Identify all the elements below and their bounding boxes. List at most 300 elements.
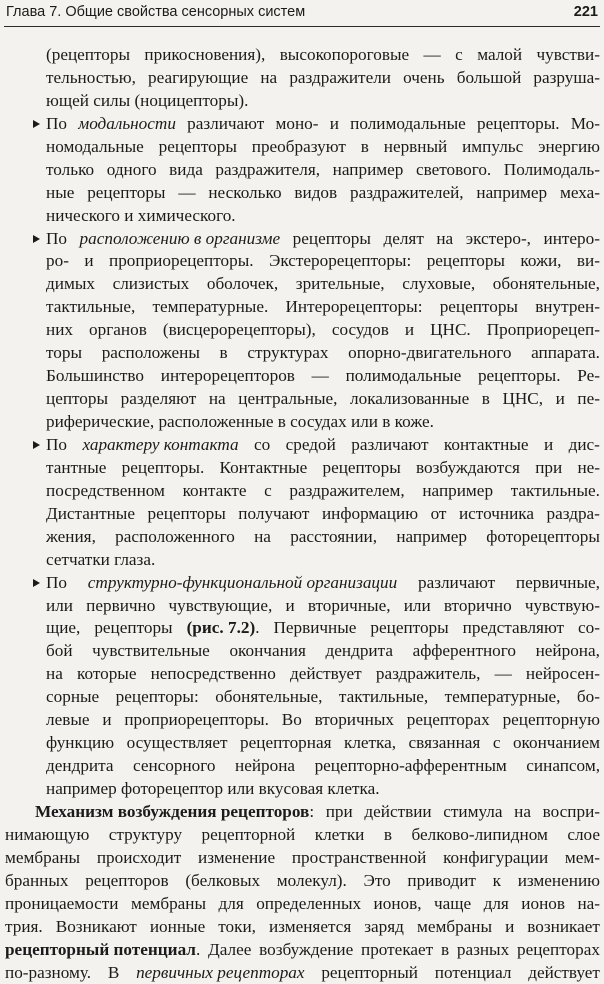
word-text: функцию bbox=[46, 733, 114, 752]
word-text: рецепторы bbox=[440, 297, 518, 316]
word bbox=[5, 939, 200, 962]
word-text: представляют bbox=[463, 618, 564, 637]
italic-term: модальности bbox=[78, 114, 176, 133]
text-line bbox=[5, 640, 600, 663]
word bbox=[405, 319, 414, 342]
word bbox=[254, 526, 271, 549]
word-text: вторичные, bbox=[308, 596, 391, 615]
text-line bbox=[5, 273, 600, 296]
word-text: тактильные, bbox=[46, 297, 135, 316]
word bbox=[169, 595, 273, 618]
word-text: кожи, bbox=[520, 251, 561, 270]
word-text: рецепторной bbox=[202, 825, 296, 844]
word bbox=[209, 388, 226, 411]
word-text: — bbox=[424, 45, 441, 64]
word bbox=[520, 250, 561, 273]
word bbox=[407, 870, 476, 893]
word-text: меха- bbox=[560, 183, 600, 202]
word-text: обонятельные, bbox=[215, 687, 322, 706]
word bbox=[208, 182, 281, 205]
word bbox=[46, 250, 69, 273]
word-text: и bbox=[84, 251, 93, 270]
word bbox=[289, 480, 404, 503]
word-text: и bbox=[505, 917, 514, 936]
word bbox=[462, 136, 523, 159]
bold-term: Механизм возбуждения рецепторов bbox=[35, 802, 309, 821]
word bbox=[312, 365, 329, 388]
word bbox=[396, 526, 467, 549]
word-text: разных bbox=[457, 940, 509, 959]
word-text: которые bbox=[77, 664, 137, 683]
word-text: По bbox=[46, 435, 67, 454]
word bbox=[161, 365, 295, 388]
word-text: непосредственно bbox=[151, 664, 276, 683]
bullet-line bbox=[5, 113, 600, 136]
word-text: действует bbox=[528, 963, 600, 982]
word bbox=[46, 755, 113, 778]
word bbox=[187, 113, 264, 136]
word-text: при bbox=[535, 458, 562, 477]
word-text: преобразуют bbox=[252, 137, 346, 156]
text-line bbox=[5, 526, 600, 549]
word-text: с bbox=[493, 733, 501, 752]
word bbox=[403, 67, 444, 90]
text-line bbox=[5, 709, 600, 732]
word-text: тактильные, bbox=[339, 687, 428, 706]
word-text: мембраны bbox=[131, 894, 206, 913]
word-text: ионные bbox=[150, 917, 205, 936]
word bbox=[218, 916, 256, 939]
word-text: интерорецепторов bbox=[161, 366, 295, 385]
word-text: чувствую- bbox=[525, 596, 600, 615]
word bbox=[5, 847, 80, 870]
word bbox=[229, 640, 305, 663]
word bbox=[315, 824, 365, 847]
word bbox=[315, 709, 394, 732]
word-text: различают bbox=[187, 114, 264, 133]
word-text: номодальные bbox=[46, 137, 144, 156]
word-text: Полимодаль- bbox=[504, 160, 600, 179]
word bbox=[493, 732, 501, 755]
word bbox=[5, 870, 69, 893]
word-text: расстоянии, bbox=[290, 527, 377, 546]
word-text: разделяют bbox=[121, 389, 197, 408]
word bbox=[351, 434, 428, 457]
word bbox=[107, 159, 157, 182]
word bbox=[215, 686, 322, 709]
text-line bbox=[5, 732, 600, 755]
text-line bbox=[5, 457, 600, 480]
word-text: Мо- bbox=[571, 114, 600, 133]
text-line bbox=[5, 388, 600, 411]
word bbox=[404, 595, 431, 618]
word-text: малой bbox=[477, 45, 522, 64]
word bbox=[178, 182, 195, 205]
word-text: сорные bbox=[46, 687, 99, 706]
word bbox=[538, 136, 600, 159]
word-text: и bbox=[285, 596, 294, 615]
word bbox=[521, 893, 565, 916]
word bbox=[131, 893, 206, 916]
word-text: разруша- bbox=[533, 68, 600, 87]
word bbox=[577, 388, 600, 411]
word bbox=[503, 709, 600, 732]
word-text: — bbox=[495, 664, 512, 683]
word-text: Возникают bbox=[56, 917, 137, 936]
word-text: нимающую bbox=[5, 825, 89, 844]
text-line bbox=[5, 801, 600, 824]
word-text: окончанием bbox=[513, 733, 600, 752]
word-text: и bbox=[102, 710, 111, 729]
word-text: рецепторы bbox=[427, 251, 505, 270]
word-text: рецепторах bbox=[407, 710, 490, 729]
word bbox=[46, 732, 114, 755]
word-text: рецепторы bbox=[148, 504, 226, 523]
word bbox=[215, 159, 320, 182]
word bbox=[122, 457, 205, 480]
text-line bbox=[5, 847, 600, 870]
word bbox=[235, 755, 295, 778]
word bbox=[78, 113, 176, 136]
word bbox=[46, 640, 73, 663]
word-text: опорно-двигательного bbox=[348, 343, 511, 362]
word-text: в bbox=[384, 825, 392, 844]
word bbox=[384, 824, 392, 847]
word-text: первичные, bbox=[516, 573, 600, 592]
running-header bbox=[4, 0, 600, 27]
word bbox=[322, 503, 418, 526]
text-line bbox=[5, 296, 600, 319]
word-text: рецепторов bbox=[85, 871, 168, 890]
word bbox=[46, 159, 94, 182]
word-text: афферентного bbox=[413, 641, 516, 660]
word-text: дендрита bbox=[46, 756, 113, 775]
word-text: на bbox=[209, 389, 226, 408]
word-text: или bbox=[46, 596, 73, 615]
word-text: ЦНС. bbox=[430, 320, 471, 339]
word bbox=[413, 640, 516, 663]
word bbox=[290, 526, 377, 549]
word-text: или bbox=[404, 596, 431, 615]
word-text: . bbox=[196, 940, 200, 959]
word bbox=[46, 663, 63, 686]
word-text: оболочек, bbox=[207, 274, 278, 293]
word-text: чувствительные bbox=[92, 641, 210, 660]
text-line bbox=[5, 824, 600, 847]
word bbox=[202, 824, 296, 847]
word bbox=[46, 526, 96, 549]
bullet-line bbox=[5, 434, 600, 457]
text-line bbox=[5, 617, 600, 640]
word bbox=[444, 434, 529, 457]
word bbox=[577, 457, 600, 480]
word-text: ющей силы (ноцицепторы). bbox=[46, 91, 248, 110]
word bbox=[46, 388, 108, 411]
word bbox=[502, 388, 543, 411]
word bbox=[85, 870, 168, 893]
word-text: раздражитель, bbox=[376, 664, 481, 683]
word-text: делят bbox=[383, 229, 423, 248]
word bbox=[440, 296, 518, 319]
word bbox=[198, 847, 275, 870]
word bbox=[94, 617, 172, 640]
word-text: мембраны bbox=[5, 848, 80, 867]
word bbox=[466, 228, 531, 251]
word-text: на bbox=[46, 664, 63, 683]
word-text: левые bbox=[46, 710, 90, 729]
word-text: приводит bbox=[407, 871, 476, 890]
word bbox=[348, 342, 511, 365]
word bbox=[127, 732, 228, 755]
word bbox=[220, 342, 228, 365]
word-text: и bbox=[330, 114, 339, 133]
word bbox=[556, 388, 565, 411]
word-text: контактные bbox=[444, 435, 529, 454]
word bbox=[46, 67, 136, 90]
word bbox=[207, 273, 278, 296]
word-text: только bbox=[46, 160, 94, 179]
word bbox=[124, 709, 269, 732]
word bbox=[384, 136, 447, 159]
word-text: Интерорецепторы: bbox=[285, 297, 422, 316]
word bbox=[292, 847, 427, 870]
word bbox=[169, 159, 203, 182]
word bbox=[528, 962, 600, 984]
word-text: вторичных bbox=[315, 710, 394, 729]
word-text: различают bbox=[418, 573, 495, 592]
word-text: на bbox=[260, 68, 277, 87]
word bbox=[431, 503, 447, 526]
word-text: для bbox=[219, 894, 244, 913]
word bbox=[418, 572, 495, 595]
word-text: рецепторы. bbox=[478, 366, 561, 385]
word-text: дис- bbox=[569, 435, 600, 454]
word-text: проприорецепторы. bbox=[109, 251, 254, 270]
word bbox=[82, 434, 238, 457]
word bbox=[407, 709, 490, 732]
word bbox=[457, 67, 522, 90]
word-text: потенциал bbox=[435, 963, 512, 982]
word-text: сетчатки глаза. bbox=[46, 550, 155, 569]
word-text: контакте bbox=[183, 481, 247, 500]
word bbox=[108, 962, 119, 984]
word bbox=[417, 916, 492, 939]
text-line bbox=[5, 595, 600, 618]
word-text: (рецепторы bbox=[46, 45, 130, 64]
word-text: вида bbox=[169, 160, 203, 179]
word bbox=[286, 434, 336, 457]
text-line bbox=[5, 778, 600, 801]
word bbox=[477, 113, 560, 136]
word bbox=[219, 893, 244, 916]
word-text: жения, bbox=[46, 527, 96, 546]
text-line bbox=[5, 205, 600, 228]
word bbox=[321, 962, 418, 984]
word bbox=[46, 296, 135, 319]
word bbox=[374, 893, 422, 916]
word-text: органов bbox=[89, 320, 147, 339]
word bbox=[435, 962, 512, 984]
word-text: источника bbox=[459, 504, 534, 523]
word bbox=[97, 847, 181, 870]
word-text: мем- bbox=[565, 848, 600, 867]
word-text: торы bbox=[46, 343, 82, 362]
word bbox=[46, 228, 67, 251]
word bbox=[560, 182, 600, 205]
word bbox=[363, 870, 390, 893]
word bbox=[444, 595, 512, 618]
word bbox=[277, 870, 347, 893]
text-line bbox=[5, 893, 600, 916]
word-text: одного bbox=[107, 160, 157, 179]
word-text: изменяется bbox=[269, 917, 351, 936]
page-number: 221 bbox=[574, 0, 598, 25]
word bbox=[109, 824, 182, 847]
chapter-title: Глава 7. Общие свойства сенсорных систем bbox=[6, 0, 305, 25]
word bbox=[513, 732, 600, 755]
word-text: с bbox=[264, 481, 272, 500]
word-text: (висцерорецепторы), bbox=[163, 320, 316, 339]
word bbox=[150, 916, 205, 939]
word bbox=[46, 90, 248, 113]
word bbox=[115, 526, 235, 549]
word-text: риферические, расположенные в сосудах или в коже. bbox=[46, 412, 434, 431]
word bbox=[330, 113, 339, 136]
word bbox=[151, 663, 276, 686]
word bbox=[326, 640, 393, 663]
word bbox=[463, 617, 564, 640]
word-text: моно- bbox=[276, 114, 319, 133]
word-text: Ре- bbox=[577, 366, 600, 385]
word-text: раздражителем, bbox=[289, 481, 404, 500]
word bbox=[46, 434, 67, 457]
word-text: слуховые, bbox=[402, 274, 475, 293]
word-text: очень bbox=[403, 68, 444, 87]
word-text: нервный bbox=[384, 137, 447, 156]
word-text: Большинство bbox=[46, 366, 144, 385]
text-line bbox=[5, 159, 600, 182]
word-text: проприорецепторы. bbox=[124, 710, 269, 729]
word bbox=[163, 319, 316, 342]
word-text: тактильные. bbox=[511, 481, 600, 500]
word bbox=[208, 939, 251, 962]
word-text: ионов, bbox=[374, 894, 422, 913]
word bbox=[269, 250, 411, 273]
word-text: По bbox=[46, 573, 67, 592]
word bbox=[376, 663, 481, 686]
text-line bbox=[5, 870, 600, 893]
word-text: импульс bbox=[462, 137, 523, 156]
word bbox=[493, 870, 501, 893]
word-text: — bbox=[178, 183, 195, 202]
word-text: синапсом, bbox=[526, 756, 600, 775]
word-text: чувстви- bbox=[537, 45, 600, 64]
word bbox=[259, 939, 353, 962]
word bbox=[535, 457, 562, 480]
word-text: получают bbox=[238, 504, 309, 523]
word-text: нического и химического. bbox=[46, 206, 236, 225]
word-text: по-разному. bbox=[5, 963, 91, 982]
word bbox=[484, 893, 509, 916]
word bbox=[443, 801, 502, 824]
word bbox=[136, 962, 304, 984]
text-line bbox=[5, 136, 600, 159]
word-text: Далее bbox=[208, 940, 251, 959]
word bbox=[547, 503, 600, 526]
word bbox=[361, 939, 433, 962]
word bbox=[577, 686, 600, 709]
word-text: в bbox=[441, 940, 449, 959]
word bbox=[46, 205, 236, 228]
word-text: сосудов bbox=[332, 320, 389, 339]
word bbox=[577, 365, 600, 388]
word bbox=[280, 44, 409, 67]
text-line bbox=[5, 67, 600, 90]
word bbox=[322, 457, 400, 480]
word bbox=[153, 296, 269, 319]
word bbox=[511, 480, 600, 503]
word bbox=[109, 250, 254, 273]
word bbox=[544, 434, 553, 457]
word bbox=[427, 250, 505, 273]
word bbox=[5, 893, 118, 916]
word-text: и bbox=[405, 320, 414, 339]
word bbox=[537, 44, 600, 67]
word-text: чаще bbox=[434, 894, 471, 913]
bullet-line bbox=[5, 572, 600, 595]
text-line bbox=[5, 365, 600, 388]
word-text: в bbox=[482, 389, 490, 408]
word-text: рецепторы bbox=[159, 137, 237, 156]
word-text: Это bbox=[363, 871, 390, 890]
word-text: ви- bbox=[577, 251, 600, 270]
word bbox=[46, 113, 67, 136]
word bbox=[326, 801, 353, 824]
word-text: структуру bbox=[109, 825, 182, 844]
word-text: них bbox=[46, 320, 73, 339]
word-text: трия. bbox=[5, 917, 43, 936]
word-text: рецепторы. bbox=[122, 458, 205, 477]
word bbox=[84, 250, 93, 273]
word-text: например bbox=[396, 527, 467, 546]
word bbox=[46, 342, 82, 365]
word-text: изменению bbox=[518, 871, 600, 890]
word-text: тантные bbox=[46, 458, 106, 477]
word bbox=[77, 663, 137, 686]
word-text: обонятельные, bbox=[493, 274, 600, 293]
word-text: Проприорецеп- bbox=[487, 320, 600, 339]
word bbox=[361, 136, 369, 159]
word bbox=[411, 824, 547, 847]
word bbox=[88, 572, 397, 595]
word-text: (белковых bbox=[185, 871, 260, 890]
word-text: возбуждаются bbox=[416, 458, 520, 477]
word-text: на- bbox=[577, 894, 600, 913]
word-text: В bbox=[108, 963, 119, 982]
word bbox=[46, 617, 80, 640]
word bbox=[436, 228, 453, 251]
body-text bbox=[5, 44, 600, 984]
word bbox=[457, 939, 509, 962]
word bbox=[526, 755, 600, 778]
word bbox=[516, 572, 600, 595]
word-text: со- bbox=[578, 618, 600, 637]
word-text: . bbox=[255, 618, 259, 637]
word-text: на bbox=[254, 527, 271, 546]
word bbox=[422, 480, 493, 503]
word bbox=[46, 709, 90, 732]
text-line bbox=[5, 411, 600, 434]
